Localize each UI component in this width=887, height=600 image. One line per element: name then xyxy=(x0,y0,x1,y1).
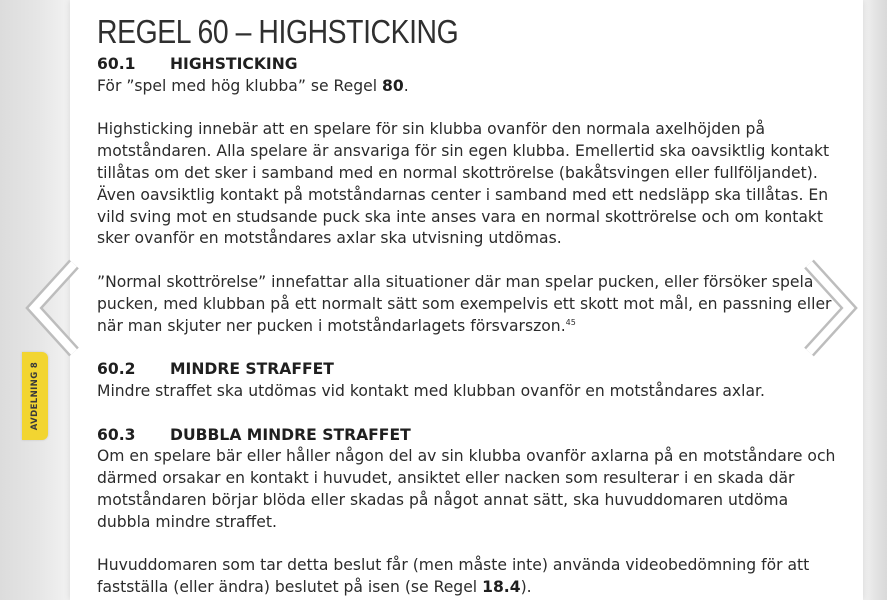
reference-punct: . xyxy=(403,76,409,95)
reference-text: För ”spel med hög klubba” se Regel xyxy=(97,76,383,95)
paragraph-text: ”Normal skottrörelse” innefattar alla situationer där man spelar pucken, eller försöker spela pucken, med klubban på ett normalt sätt som exempelvis ett skott mot mål, en passning eller när man skjuter ner pucken i motståndarlagets försvarszon. xyxy=(97,272,832,335)
chevron-left-icon xyxy=(22,254,86,362)
page-content xyxy=(97,14,837,599)
footnote-marker[interactable]: 45 xyxy=(565,317,576,327)
chapter-tab-label: AVDELNING 8 xyxy=(30,361,40,431)
paragraph: Mindre straffet ska utdömas vid kontakt med klubban ovanför en motståndares axlar. xyxy=(97,381,765,400)
paragraph-text: Huvuddomaren som tar detta beslut får (men måste inte) använda videobedömning för att fastställa (eller ändra) beslutet på isen (se Regel xyxy=(97,556,810,597)
previous-page-button[interactable] xyxy=(22,254,86,362)
next-page-button[interactable] xyxy=(797,254,861,362)
section-title: HIGHSTICKING xyxy=(170,55,298,73)
section-number: 60.3 xyxy=(97,425,136,444)
paragraph: Highsticking innebär att en spelare för sin klubba ovanför den normala axelhöjden på motståndaren. Alla spelare är ansvariga för sin egen klubba. Emellertid ska oavsiktlig kontakt tillåtas om det sker i samband med en normal skottrörelse (bakåtsvingen eller fullföljandet). Även oavsiktlig kontakt på motståndarnas center i samband med ett nedsläpp ska tillåtas. En vild sving mot en studsande puck ska inte anses vara en normal skottrörelse och om kontakt sker ovanför en motståndares axlar ska utvisning utdömas. xyxy=(97,120,830,248)
reference-punct: ). xyxy=(520,578,532,597)
section-number: 60.1 xyxy=(97,55,136,73)
chapter-tab[interactable] xyxy=(22,352,48,440)
section-number: 60.2 xyxy=(97,360,136,379)
section-heading-60-3 xyxy=(97,425,837,447)
paragraph xyxy=(97,555,837,599)
section-title: DUBBLA MINDRE STRAFFET xyxy=(170,425,411,444)
paragraph: Om en spelare bär eller håller någon del av sin klubba ovanför axlarna på en motståndare och därmed orsakar en kontakt i huvudet, ansiktet eller nacken som resulterar i en skada där motståndaren börjar blöda eller skadas på något annat sätt, ska huvuddomaren utdöma dubbla mindre straffet. xyxy=(97,447,836,531)
rule-reference-link[interactable]: 18.4 xyxy=(482,578,521,597)
document-page xyxy=(70,0,863,600)
rule-reference-link[interactable]: 80 xyxy=(382,76,404,95)
page-title: REGEL 60 – HIGHSTICKING xyxy=(97,13,459,50)
paragraph xyxy=(97,272,837,337)
section-heading-60-2 xyxy=(97,359,837,381)
section-title: MINDRE STRAFFET xyxy=(170,360,334,379)
right-gutter xyxy=(863,0,887,600)
section-heading-60-1 xyxy=(97,54,837,76)
chevron-right-icon xyxy=(797,254,861,362)
cross-reference xyxy=(97,76,837,98)
